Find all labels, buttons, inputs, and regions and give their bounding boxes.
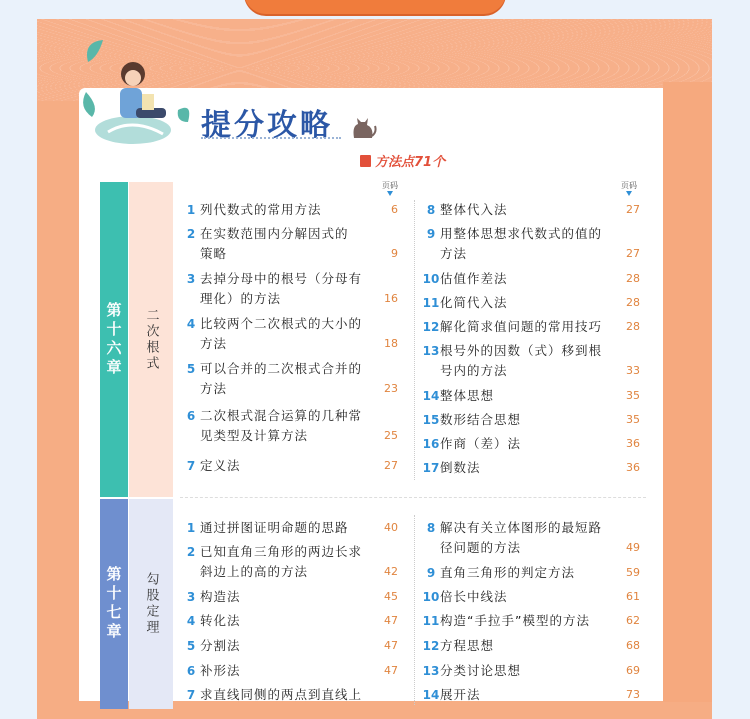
method-text: 倍长中线法 bbox=[440, 589, 508, 604]
method-text: 已知直角三角形的两边长求 bbox=[200, 544, 363, 559]
method-number: 14 bbox=[422, 389, 440, 403]
page-number: 62 bbox=[626, 614, 640, 627]
method-item bbox=[421, 269, 641, 289]
method-number: 5 bbox=[186, 639, 196, 653]
method-text: 斜边上的高的方法 bbox=[200, 564, 309, 579]
method-item bbox=[421, 410, 641, 430]
method-text: 去掉分母中的根号（分母有 bbox=[200, 271, 363, 286]
method-text: 直角三角形的判定方法 bbox=[440, 565, 576, 580]
method-number: 3 bbox=[186, 590, 196, 604]
page-number: 16 bbox=[384, 292, 398, 305]
method-item bbox=[421, 317, 641, 337]
method-text: 径问题的方法 bbox=[440, 540, 522, 555]
method-text: 解化简求值问题的常用技巧 bbox=[440, 319, 603, 334]
girl-illustration bbox=[78, 22, 196, 154]
method-text: 构造法 bbox=[200, 589, 241, 604]
method-text: 列代数式的常用方法 bbox=[200, 202, 322, 217]
method-number: 12 bbox=[422, 320, 440, 334]
column-divider bbox=[414, 515, 415, 705]
chapter-divider bbox=[180, 497, 646, 498]
method-item bbox=[421, 518, 641, 558]
method-number: 11 bbox=[422, 296, 440, 310]
method-text: 方法 bbox=[440, 246, 468, 261]
method-number: 10 bbox=[422, 590, 440, 604]
method-number: 5 bbox=[186, 362, 196, 376]
book-icon bbox=[360, 155, 371, 167]
page-number: 18 bbox=[384, 337, 398, 350]
method-number: 13 bbox=[422, 664, 440, 678]
method-text: 在实数范围内分解因式的 bbox=[200, 226, 349, 241]
method-number: 16 bbox=[422, 437, 440, 451]
page-number: 27 bbox=[384, 459, 398, 472]
method-text: 作商（差）法 bbox=[440, 436, 522, 451]
method-text: 可以合并的二次根式合并的 bbox=[200, 361, 363, 376]
page-column-header-right bbox=[619, 181, 639, 196]
method-item bbox=[421, 386, 641, 406]
page-column-header-left bbox=[380, 181, 400, 196]
down-triangle-icon bbox=[387, 191, 393, 196]
method-item bbox=[181, 587, 401, 607]
method-item bbox=[181, 314, 401, 354]
method-text: 化简代入法 bbox=[440, 295, 508, 310]
method-text: 号内的方法 bbox=[440, 363, 508, 378]
page-number: 47 bbox=[384, 614, 398, 627]
method-text: 分割法 bbox=[200, 638, 241, 653]
page-number: 27 bbox=[626, 203, 640, 216]
method-item bbox=[421, 611, 641, 631]
method-item bbox=[421, 293, 641, 313]
subtitle-text: 方法点71个 bbox=[375, 155, 446, 170]
page-number: 35 bbox=[626, 413, 640, 426]
top-banner-pill bbox=[244, 0, 506, 14]
method-text: 估值作差法 bbox=[440, 271, 508, 286]
method-item bbox=[421, 661, 641, 681]
method-text: 转化法 bbox=[200, 613, 241, 628]
method-item bbox=[181, 269, 401, 309]
method-number: 12 bbox=[422, 639, 440, 653]
method-number: 14 bbox=[422, 688, 440, 702]
method-text: 展开法 bbox=[440, 687, 481, 702]
method-number: 2 bbox=[186, 545, 196, 559]
page-number: 68 bbox=[626, 639, 640, 652]
method-item bbox=[421, 563, 641, 583]
method-item bbox=[181, 685, 401, 705]
page-number: 36 bbox=[626, 437, 640, 450]
method-text: 方法 bbox=[200, 381, 228, 396]
method-number: 4 bbox=[186, 317, 196, 331]
method-text: 方程思想 bbox=[440, 638, 495, 653]
page-number: 59 bbox=[626, 566, 640, 579]
method-item bbox=[181, 636, 401, 656]
method-item bbox=[421, 636, 641, 656]
method-text: 数形结合思想 bbox=[440, 412, 522, 427]
method-text: 根号外的因数（式）移到根 bbox=[440, 343, 603, 358]
method-text: 二次根式混合运算的几种常 bbox=[200, 408, 363, 423]
method-item bbox=[181, 518, 401, 538]
method-text: 比较两个二次根式的大小的 bbox=[200, 316, 363, 331]
method-number: 6 bbox=[186, 409, 196, 423]
method-item bbox=[181, 359, 401, 399]
page-number: 23 bbox=[384, 382, 398, 395]
method-item bbox=[421, 685, 641, 705]
page-number: 33 bbox=[626, 364, 640, 377]
method-number: 13 bbox=[422, 344, 440, 358]
method-number: 6 bbox=[186, 664, 196, 678]
method-number: 2 bbox=[186, 227, 196, 241]
method-text: 整体思想 bbox=[440, 388, 495, 403]
method-item bbox=[181, 200, 401, 220]
method-item bbox=[421, 341, 641, 381]
method-number: 17 bbox=[422, 461, 440, 475]
page-number: 73 bbox=[626, 688, 640, 701]
page-number: 40 bbox=[384, 521, 398, 534]
method-text: 倒数法 bbox=[440, 460, 481, 475]
method-number: 9 bbox=[426, 566, 436, 580]
method-text: 理化）的方法 bbox=[200, 291, 282, 306]
chapter-16-subject: 二次根式 bbox=[129, 182, 173, 497]
method-item bbox=[421, 434, 641, 454]
method-item bbox=[421, 200, 641, 220]
page-number: 47 bbox=[384, 639, 398, 652]
method-number: 4 bbox=[186, 614, 196, 628]
page-number: 28 bbox=[626, 320, 640, 333]
chapter-17-subject: 勾股定理 bbox=[129, 499, 173, 709]
method-item bbox=[181, 224, 401, 264]
page-number: 6 bbox=[391, 203, 398, 216]
cat-icon bbox=[348, 114, 378, 140]
page-number: 28 bbox=[626, 296, 640, 309]
method-item bbox=[181, 456, 401, 476]
method-number: 11 bbox=[422, 614, 440, 628]
method-text: 用整体思想求代数式的值的 bbox=[440, 226, 603, 241]
page-number: 45 bbox=[384, 590, 398, 603]
column-divider bbox=[414, 200, 415, 480]
method-item bbox=[181, 611, 401, 631]
method-item bbox=[421, 587, 641, 607]
method-number: 1 bbox=[186, 521, 196, 535]
method-text: 见类型及计算方法 bbox=[200, 428, 309, 443]
page-number: 28 bbox=[626, 272, 640, 285]
method-number: 8 bbox=[426, 521, 436, 535]
method-number: 1 bbox=[186, 203, 196, 217]
page-number: 27 bbox=[626, 247, 640, 260]
method-text: 补形法 bbox=[200, 663, 241, 678]
method-item bbox=[181, 406, 401, 446]
right-side-band bbox=[663, 82, 712, 702]
page-number: 47 bbox=[384, 664, 398, 677]
down-triangle-icon bbox=[626, 191, 632, 196]
methods-count-label bbox=[360, 151, 445, 170]
method-text: 整体代入法 bbox=[440, 202, 508, 217]
page-title: 提分攻略 bbox=[201, 108, 333, 143]
method-text: 方法 bbox=[200, 336, 228, 351]
title-underline bbox=[201, 137, 341, 139]
method-number: 7 bbox=[186, 459, 196, 473]
method-number: 10 bbox=[422, 272, 440, 286]
method-text: 策略 bbox=[200, 246, 228, 261]
method-text: 分类讨论思想 bbox=[440, 663, 522, 678]
method-text: 定义法 bbox=[200, 458, 241, 473]
method-item bbox=[181, 542, 401, 582]
page-number: 36 bbox=[626, 461, 640, 474]
page-number: 49 bbox=[626, 541, 640, 554]
method-text: 解决有关立体图形的最短路 bbox=[440, 520, 603, 535]
method-item bbox=[421, 224, 641, 264]
method-text: 通过拼图证明命题的思路 bbox=[200, 520, 349, 535]
method-text: 求直线同侧的两点到直线上 bbox=[200, 687, 363, 702]
page-number: 42 bbox=[384, 565, 398, 578]
page-label: 页码 bbox=[621, 181, 637, 190]
page-number: 35 bbox=[626, 389, 640, 402]
method-number: 8 bbox=[426, 203, 436, 217]
chapter-16-tab: 第十六章 bbox=[100, 182, 128, 497]
method-number: 7 bbox=[186, 688, 196, 702]
page-label: 页码 bbox=[382, 181, 398, 190]
method-item bbox=[181, 661, 401, 681]
method-number: 15 bbox=[422, 413, 440, 427]
page-number: 9 bbox=[391, 247, 398, 260]
page-number: 61 bbox=[626, 590, 640, 603]
method-item bbox=[421, 458, 641, 478]
page-number: 25 bbox=[384, 429, 398, 442]
method-number: 3 bbox=[186, 272, 196, 286]
method-number: 9 bbox=[426, 227, 436, 241]
chapter-17-tab: 第十七章 bbox=[100, 499, 128, 709]
method-text: 构造“手拉手”模型的方法 bbox=[440, 613, 590, 628]
page-number: 69 bbox=[626, 664, 640, 677]
